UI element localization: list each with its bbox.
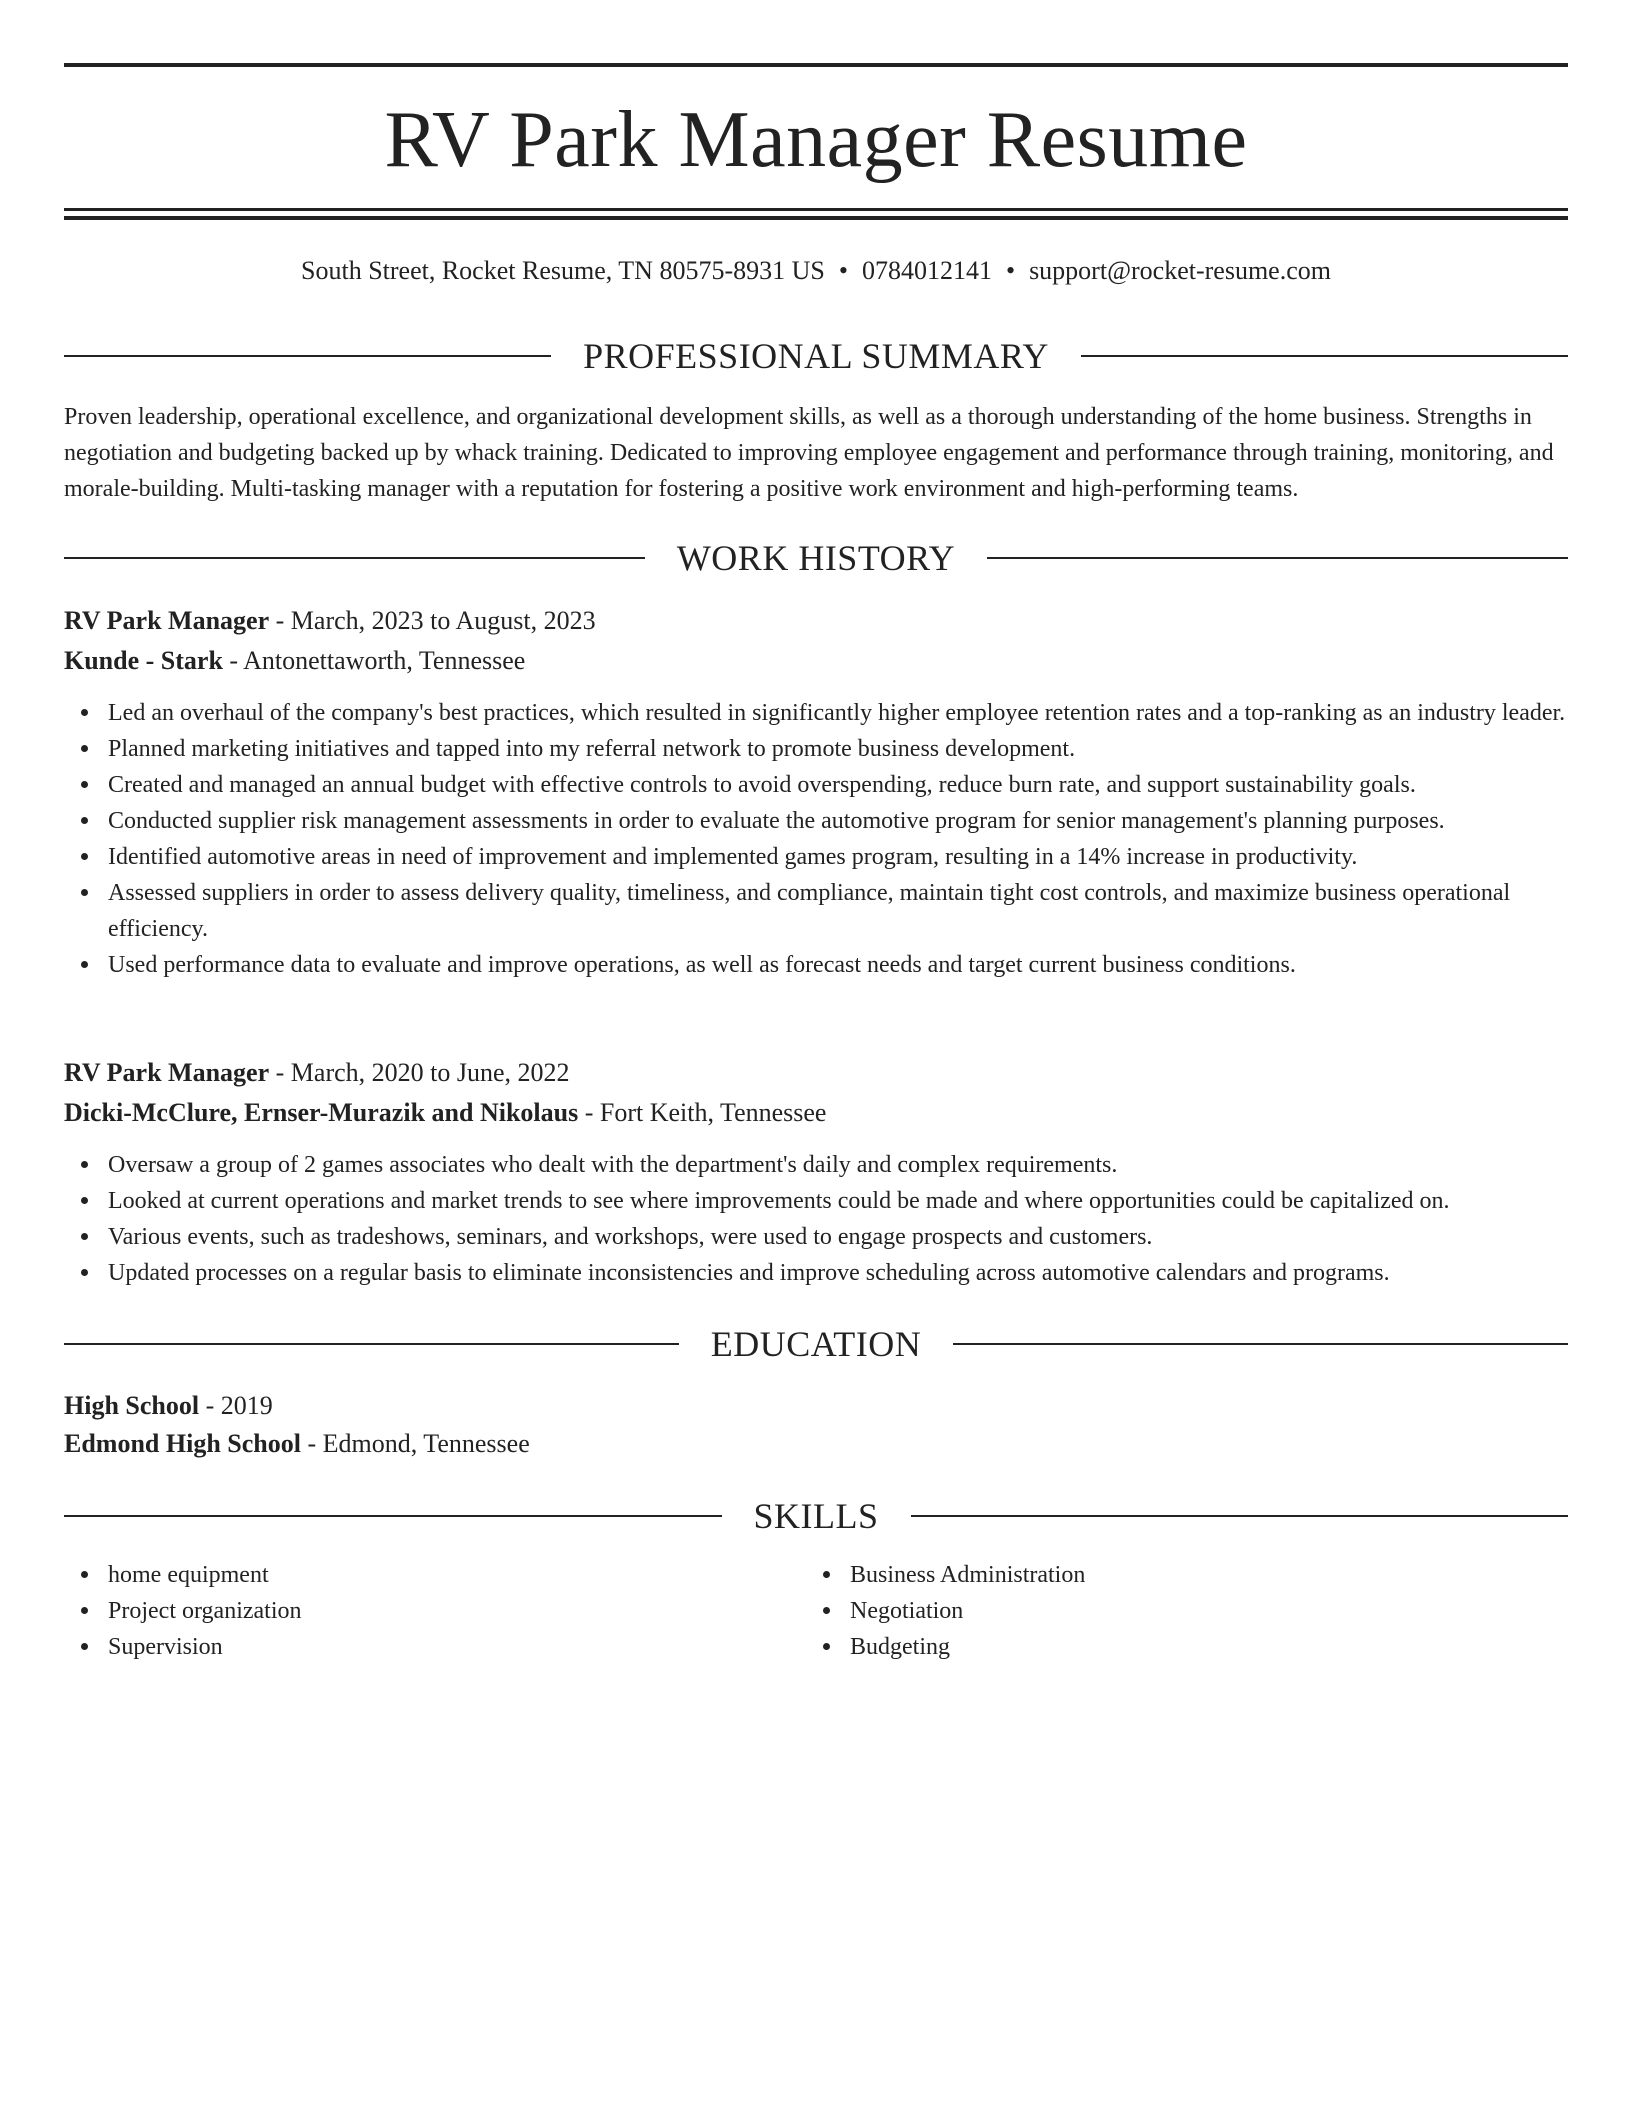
job-company: Kunde - Stark	[64, 646, 223, 675]
top-rule	[64, 63, 1568, 67]
section-title: SKILLS	[753, 1496, 879, 1536]
list-item: Conducted supplier risk management assessments in order to evaluate the automotive program for senior management's planning purposes.	[64, 803, 1568, 839]
job-dates: - March, 2020 to June, 2022	[275, 1058, 570, 1087]
heading-rule-right	[953, 1343, 1568, 1345]
education-degree-line	[64, 1387, 1568, 1425]
education-school-line	[64, 1425, 1568, 1463]
job-dates: - March, 2023 to August, 2023	[275, 606, 596, 635]
list-item: Identified automotive areas in need of improvement and implemented games program, resulting in a 14% increase in productivity.	[64, 839, 1568, 875]
job-title-line	[64, 1054, 1568, 1092]
contact-phone: 0784012141	[861, 256, 992, 285]
skill-item: Negotiation	[806, 1593, 1548, 1629]
section-title: PROFESSIONAL SUMMARY	[583, 336, 1049, 376]
heading-rule-left	[64, 355, 551, 357]
skill-item: Project organization	[64, 1593, 806, 1629]
resume-title: RV Park Manager Resume	[384, 96, 1248, 184]
job-location: - Fort Keith, Tennessee	[584, 1098, 827, 1127]
list-item: Led an overhaul of the company's best practices, which resulted in significantly higher employee retention rates and a top-ranking as an industry leader.	[64, 695, 1568, 731]
title-double-rule	[64, 208, 1568, 220]
contact-address: South Street, Rocket Resume, TN 80575-8931 US	[301, 256, 825, 285]
heading-rule-right	[987, 557, 1568, 559]
list-item: Planned marketing initiatives and tapped into my referral network to promote business development.	[64, 731, 1568, 767]
section-heading-summary	[64, 334, 1568, 378]
skill-item: home equipment	[64, 1557, 806, 1593]
section-heading-work-history	[64, 536, 1568, 580]
contact-line	[64, 254, 1568, 288]
heading-rule-left	[64, 1515, 722, 1517]
skills-columns	[64, 1557, 1568, 1665]
contact-email: support@rocket-resume.com	[1029, 256, 1331, 285]
list-item: Created and managed an annual budget with effective controls to avoid overspending, reduce burn rate, and support sustainability goals.	[64, 767, 1568, 803]
heading-rule-right	[911, 1515, 1569, 1517]
section-heading-skills	[64, 1494, 1568, 1538]
list-item: Used performance data to evaluate and improve operations, as well as forecast needs and target current business conditions.	[64, 947, 1568, 983]
education-year: - 2019	[205, 1391, 273, 1420]
skills-list-left	[64, 1557, 806, 1665]
job-location: - Antonettaworth, Tennessee	[229, 646, 526, 675]
heading-rule-left	[64, 557, 645, 559]
contact-separator: •	[838, 256, 848, 285]
education-degree: High School	[64, 1391, 200, 1420]
list-item: Oversaw a group of 2 games associates who dealt with the department's daily and complex requirements.	[64, 1147, 1568, 1183]
section-title: EDUCATION	[710, 1324, 922, 1364]
list-item: Updated processes on a regular basis to eliminate inconsistencies and improve scheduling across automotive calendars and programs.	[64, 1255, 1568, 1291]
job-title-line	[64, 602, 1568, 640]
skill-item: Business Administration	[806, 1557, 1548, 1593]
list-item: Looked at current operations and market trends to see where improvements could be made and where opportunities could be capitalized on.	[64, 1183, 1568, 1219]
section-heading-education	[64, 1322, 1568, 1366]
skill-item: Supervision	[64, 1629, 806, 1665]
education-school: Edmond High School	[64, 1429, 301, 1458]
summary-text: Proven leadership, operational excellence, and organizational development skills, as well as a thorough understanding of the home business. Strengths in negotiation and budgeting backed up by whack training. Dedicated to improving employee engagement and performance through training, monitoring, and morale-building. Multi-tasking manager with a reputation for fostering a positive work environment and high-performing teams.	[64, 404, 1554, 502]
contact-separator: •	[1005, 256, 1016, 285]
job-company: Dicki-McClure, Ernser-Murazik and Nikolaus	[64, 1098, 579, 1127]
list-item: Assessed suppliers in order to assess delivery quality, timeliness, and compliance, maintain tight cost controls, and maximize business operational efficiency.	[64, 875, 1568, 947]
skill-item: Budgeting	[806, 1629, 1548, 1665]
heading-rule-left	[64, 1343, 679, 1345]
job-company-line	[64, 642, 1568, 680]
job-title: RV Park Manager	[64, 606, 270, 635]
education-location: - Edmond, Tennessee	[307, 1429, 530, 1458]
section-title: WORK HISTORY	[676, 538, 956, 578]
skills-list-right	[806, 1557, 1548, 1665]
job-title: RV Park Manager	[64, 1058, 270, 1087]
job-bullets	[64, 695, 1568, 983]
heading-rule-right	[1081, 355, 1568, 357]
list-item: Various events, such as tradeshows, seminars, and workshops, were used to engage prospects and customers.	[64, 1219, 1568, 1255]
job-bullets	[64, 1147, 1568, 1291]
job-company-line	[64, 1094, 1568, 1132]
